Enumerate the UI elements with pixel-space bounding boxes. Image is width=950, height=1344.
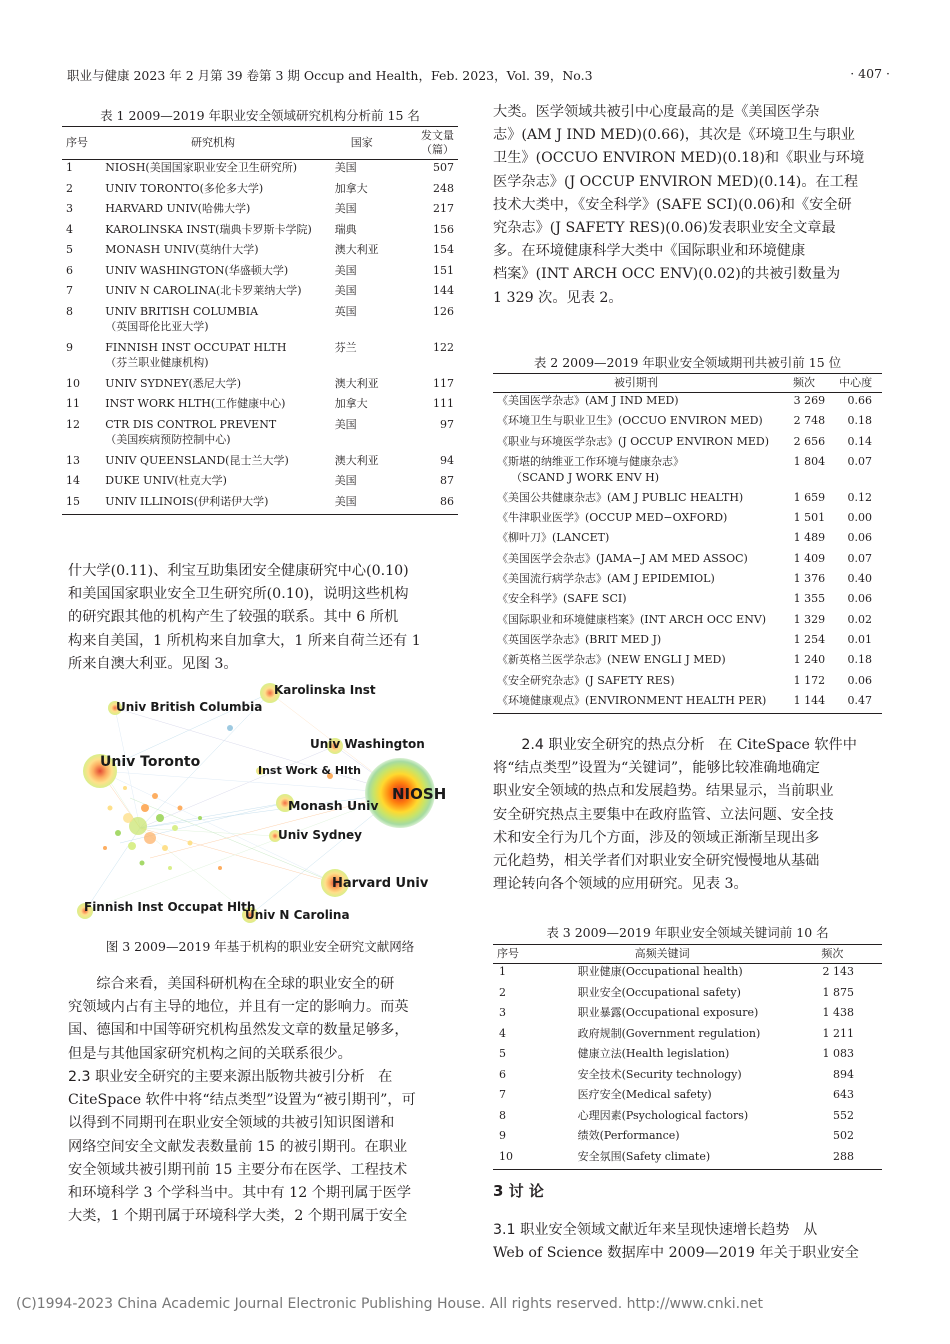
- table-row: [62, 263, 458, 284]
- institution: UNIV ILLINOIS(伊利诺伊大学): [105, 494, 269, 508]
- frequency: 1 376: [793, 572, 826, 586]
- table-row: [493, 612, 882, 632]
- institution: FINNISH INST OCCUPAT HLTH （芬兰职业健康机构): [105, 340, 287, 369]
- centrality: 0.07: [847, 551, 872, 565]
- node-label: Univ N Carolina: [245, 908, 350, 922]
- institution: CTR DIS CONTROL PREVENT （美国疾病预防控制中心): [105, 417, 277, 446]
- text-line: 多。在环境健康科学大类中《国际职业和环境健康: [493, 243, 806, 260]
- row-number: 12: [66, 417, 80, 431]
- table2-caption: 表 2 2009—2019 年职业安全领域期刊共被引前 15 位: [533, 355, 842, 370]
- paper-count: 86: [440, 494, 454, 508]
- journal: 《美国公共健康杂志》(AM J PUBLIC HEALTH): [497, 490, 744, 504]
- text-line: 1 329 次。见表 2。: [493, 289, 623, 306]
- text-line: 将“结点类型”设置为“关键词”，能够比较准确地确定: [493, 760, 820, 777]
- journal: 《美国医学会杂志》(JAMA−J AM MED ASSOC): [497, 551, 748, 565]
- t2-col-journal: 被引期刊: [493, 374, 779, 393]
- table-row: [62, 222, 458, 243]
- keyword-frequency: 894: [833, 1067, 854, 1081]
- row-number: 5: [499, 1047, 506, 1060]
- journal: 《职业与环境医学杂志》(J OCCUP ENVIRON MED): [497, 434, 769, 448]
- text-line: 究杂志》(J SAFETY RES)(0.06)发表职业安全文章最: [493, 220, 836, 237]
- keyword-frequency: 643: [833, 1088, 854, 1101]
- frequency: 1 355: [793, 592, 826, 606]
- paper-count: 94: [440, 453, 454, 467]
- row-number: 7: [499, 1088, 506, 1101]
- paper-count: 144: [433, 284, 454, 297]
- node-label: Univ Washington: [310, 737, 425, 751]
- node-label: Univ Toronto: [100, 754, 201, 770]
- journal: 《环境健康观点》(ENVIRONMENT HEALTH PER): [497, 693, 767, 707]
- section-3-heading: 3 讨 论: [493, 1182, 544, 1200]
- frequency: 1 659: [793, 490, 826, 504]
- country: 加拿大: [334, 397, 368, 410]
- table-row: [62, 453, 458, 474]
- journal: 《美国流行病学杂志》(AM J EPIDEMIOL): [497, 572, 715, 586]
- paper-count: 151: [433, 263, 454, 277]
- table-row: [493, 985, 882, 1006]
- institution: KAROLINSKA INST(瑞典卡罗斯卡学院): [105, 222, 312, 236]
- institution: INST WORK HLTH(工作健康中心): [105, 397, 286, 410]
- text-line: 档案》(INT ARCH OCC ENV)(0.02)的共被引数量为: [493, 266, 841, 283]
- institution: NIOSH(美国国家职业安全卫生研究所): [105, 161, 297, 174]
- table-row: [493, 434, 882, 454]
- keyword: 职业安全(Occupational safety): [577, 985, 741, 999]
- keyword: 安全氛围(Safety climate): [577, 1149, 711, 1163]
- table-row: [493, 1046, 882, 1067]
- table-row: [493, 571, 882, 591]
- table-row: [62, 340, 458, 376]
- keyword: 安全技术(Security technology): [577, 1067, 742, 1081]
- centrality: 0.18: [847, 653, 872, 667]
- row-number: 1: [66, 161, 73, 174]
- table-row: [62, 304, 458, 340]
- country: 澳大利亚: [334, 243, 379, 256]
- text-line: 理论转向各个领域的应用研究。见表 3。: [493, 876, 748, 893]
- table-row: [62, 494, 458, 515]
- table-row: [493, 1087, 882, 1108]
- keyword-frequency: 1 211: [822, 1026, 854, 1040]
- country: 美国: [334, 284, 357, 297]
- node-label: Finnish Inst Occupat Hlth: [84, 900, 256, 914]
- table1-caption: 表 1 2009—2019 年职业安全领域研究机构分析前 15 名: [100, 108, 420, 123]
- institution: UNIV QUEENSLAND(昆士兰大学): [105, 453, 289, 467]
- institution: DUKE UNIV(杜克大学): [105, 474, 227, 487]
- paper-count: 111: [433, 397, 454, 410]
- centrality: 0.66: [847, 394, 872, 407]
- row-number: 10: [499, 1149, 513, 1163]
- text-line: 和美国国家职业安全卫生研究所(0.10)，说明这些机构: [68, 586, 409, 603]
- t1-col-count: 发文量 （篇）: [399, 127, 458, 160]
- row-number: 2: [499, 985, 506, 999]
- row-number: 4: [499, 1026, 506, 1040]
- keyword-frequency: 2 143: [822, 965, 854, 978]
- t2-col-freq: 频次: [779, 374, 829, 393]
- frequency: 1 172: [793, 673, 826, 687]
- table-row: [62, 160, 458, 181]
- t1-col-no: 序号: [62, 127, 101, 160]
- text-line: 网络空间安全文献发表数量前 15 的被引期刊。在职业: [68, 1138, 408, 1155]
- row-number: 8: [499, 1108, 506, 1122]
- row-number: 14: [66, 474, 80, 487]
- table-row: [62, 473, 458, 494]
- row-number: 9: [499, 1129, 506, 1142]
- text-line: Web of Science 数据库中 2009—2019 年关于职业安全: [493, 1245, 859, 1262]
- centrality: 0.02: [847, 612, 872, 626]
- institution: UNIV TORONTO(多伦多大学): [105, 181, 264, 195]
- keyword-frequency: 552: [833, 1108, 854, 1122]
- centrality: 0.40: [847, 572, 872, 586]
- text-line: 医学杂志》(J OCCUP ENVIRON MED)(0.14)。在工程: [493, 173, 859, 190]
- section-3-1: 3.1 职业安全领域文献近年来呈现快速增长趋势 从 Web of Science 数据库中 2009—2019 年关于职业安全: [493, 1219, 885, 1265]
- frequency: 3 269: [793, 394, 826, 407]
- row-number: 15: [66, 494, 80, 508]
- frequency: 1 804: [793, 454, 826, 468]
- paper-count: 217: [433, 202, 454, 215]
- node-label: Univ Sydney: [278, 828, 362, 842]
- centrality: 0.14: [847, 434, 872, 448]
- table-row: [493, 454, 882, 490]
- table-row: [493, 510, 882, 530]
- keyword: 职业健康(Occupational health): [577, 965, 743, 978]
- figure3-caption: 图 3 2009—2019 年基于机构的职业安全研究文献网络: [105, 939, 415, 954]
- institution: HARVARD UNIV(哈佛大学): [105, 202, 251, 215]
- row-number: 4: [66, 222, 73, 236]
- journal: 《环境卫生与职业卫生》(OCCUO ENVIRON MED): [497, 414, 763, 428]
- node-label: Karolinska Inst: [274, 683, 376, 697]
- keyword-frequency: 502: [833, 1129, 854, 1142]
- centrality: 0.07: [847, 454, 872, 468]
- text-line: 国、德国和中国等研究机构虽然发文章的数量足够多，: [68, 1022, 409, 1039]
- journal: 《美国医学杂志》(AM J IND MED): [497, 394, 679, 407]
- table-row: [493, 1067, 882, 1088]
- institution: UNIV N CAROLINA(北卡罗莱纳大学): [105, 284, 302, 297]
- section-2-4-heading: 2.4 职业安全研究的热点分析: [521, 737, 705, 753]
- frequency: 1 254: [793, 632, 826, 646]
- t1-col-country: 国家: [325, 127, 399, 160]
- row-number: 2: [66, 181, 73, 195]
- keyword: 职业暴露(Occupational exposure): [577, 1006, 759, 1019]
- section-2-3: 2.3 职业安全研究的主要来源出版物共被引分析 在 CiteSpace 软件中将“结点类型”设置为“被引期刊”，可 以得到不同期刊在职业安全领域的共被引知识图谱和 网络空间安全文献发表数量前 15 的被引期刊。在职业 安全领域共被引期刊前 15 主要分布在医学、工程技术 和环境科学 3 个学科当中。其中有 12 个期刊属于医学 大类，1 个期刊属于环境科学大类，2 个期刊属于安全: [68, 1066, 458, 1228]
- text-line: 职业安全领域的热点和发展趋势。结果显示，当前职业: [493, 783, 834, 800]
- row-number: 5: [66, 243, 73, 256]
- institution: UNIV WASHINGTON(华盛顿大学): [105, 263, 289, 277]
- text-line: 技术大类中，《安全科学》(SAFE SCI)(0.06)和《安全研: [493, 196, 852, 213]
- table-row: [493, 693, 882, 714]
- table-row: [493, 1026, 882, 1047]
- journal: 《国际职业和环境健康档案》(INT ARCH OCC ENV): [497, 612, 767, 626]
- keyword: 健康立法(Health legislation): [577, 1047, 730, 1060]
- table-row: [493, 1149, 882, 1170]
- text-line: 什大学(0.11)、利宝互助集团安全健康研究中心(0.10): [68, 563, 409, 579]
- t3-col-no: 序号: [493, 945, 542, 964]
- text-line: 以得到不同期刊在职业安全领域的共被引知识图谱和: [68, 1115, 395, 1132]
- centrality: 0.47: [847, 693, 872, 707]
- page-number: · 407 ·: [850, 66, 890, 81]
- paper-count: 126: [433, 304, 454, 318]
- t3-col-keyword: 高频关键词: [542, 945, 783, 964]
- journal: 《柳叶刀》(LANCET): [497, 531, 610, 545]
- keyword: 医疗安全(Medical safety): [577, 1088, 712, 1101]
- keyword-frequency: 1 875: [822, 985, 854, 999]
- centrality: 0.06: [847, 673, 872, 687]
- table-row: [493, 652, 882, 672]
- country: 美国: [334, 417, 357, 431]
- copyright-footer: (C)1994-2023 China Academic Journal Electronic Publishing House. All rights reserved. http://www.cnki.net: [16, 1296, 764, 1312]
- centrality: 0.01: [847, 632, 872, 646]
- paper-count: 87: [440, 474, 454, 487]
- row-number: 7: [66, 284, 73, 297]
- paper-count: 248: [433, 181, 454, 195]
- row-number: 13: [66, 453, 80, 467]
- table3: [493, 944, 882, 1170]
- keyword-frequency: 1 438: [822, 1006, 854, 1019]
- table-row: [62, 417, 458, 453]
- table1: [62, 126, 458, 515]
- text-line: 所来自澳大利亚。见图 3。: [68, 655, 238, 672]
- country: 英国: [334, 304, 357, 318]
- t3-col-freq: 频次: [783, 945, 882, 964]
- section-2-4: 2.4 职业安全研究的热点分析 在 CiteSpace 软件中 将“结点类型”设置为“关键词”，能够比较准确地确定 职业安全领域的热点和发展趋势。结果显示，当前职业 安全研究热点主要集中在政府监管、立法问题、安全技 术和安全行为几个方面，涉及的领域正渐渐呈现出多 元化趋势，相关学者们对职业安全研究慢慢地从基础 理论转向各个领域的应用研究。见表 3。: [493, 734, 885, 896]
- institution: UNIV SYDNEY(悉尼大学): [105, 376, 242, 390]
- paper-count: 97: [440, 417, 454, 431]
- text-line: CiteSpace 软件中将“结点类型”设置为“被引期刊”，可: [68, 1092, 416, 1109]
- table-row: [493, 393, 882, 414]
- text-line: 构来自美国，1 所机构来自加拿大，1 所来自荷兰还有 1: [68, 632, 421, 649]
- text-line: 安全领域共被引期刊前 15 主要分布在医学、工程技术: [68, 1161, 408, 1178]
- institution: MONASH UNIV(莫纳什大学): [105, 243, 259, 256]
- country: 加拿大: [334, 181, 368, 195]
- text-line: 安全研究热点主要集中在政府监管、立法问题、安全技: [493, 806, 834, 823]
- text-line: 的研究跟其他的机构产生了较强的联系。其中 6 所机: [68, 609, 399, 626]
- frequency: 1 489: [793, 531, 826, 545]
- row-number: 6: [66, 263, 73, 277]
- text-line: 志》(AM J IND MED)(0.66)，其次是《环境卫生与职业: [493, 127, 855, 144]
- table-row: [62, 242, 458, 263]
- text-line: 综合来看，美国科研机构在全球的职业安全的研: [96, 976, 395, 992]
- journal: 《安全研究杂志》(J SAFETY RES): [497, 673, 675, 687]
- table-row: [493, 551, 882, 571]
- country: 美国: [334, 161, 357, 174]
- table-row: [62, 283, 458, 304]
- text-line: 大类。医学领域共被引中心度最高的是《美国医学杂: [493, 104, 820, 120]
- t2-col-centrality: 中心度: [829, 374, 882, 393]
- t1-col-inst: 研究机构: [101, 127, 324, 160]
- node-label: Harvard Univ: [332, 876, 429, 891]
- table3-caption: 表 3 2009—2019 年职业安全领域关键词前 10 名: [546, 925, 829, 940]
- centrality: 0.18: [847, 414, 872, 428]
- right-paragraph-1: [493, 101, 885, 310]
- journal: 《斯堪的纳维亚工作环境与健康杂志》 （SCAND J WORK ENV H): [497, 454, 684, 484]
- row-number: 3: [499, 1006, 506, 1019]
- table-row: [493, 964, 882, 985]
- table-row: [62, 376, 458, 397]
- paper-count: 122: [433, 340, 454, 354]
- row-number: 11: [66, 397, 80, 410]
- country: 美国: [334, 263, 357, 277]
- keyword: 政府规制(Government regulation): [577, 1026, 761, 1040]
- centrality: 0.06: [847, 592, 872, 606]
- table-row: [493, 673, 882, 693]
- centrality: 0.00: [847, 511, 872, 525]
- country: 澳大利亚: [334, 453, 379, 467]
- table-row: [62, 201, 458, 222]
- country: 芬兰: [334, 340, 357, 354]
- table-row: [493, 1128, 882, 1149]
- text-line: 但是与其他国家研究机构之间的关联系很少。: [68, 1045, 352, 1062]
- row-number: 3: [66, 202, 73, 215]
- journal: 《新英格兰医学杂志》(NEW ENGLI J MED): [497, 653, 726, 667]
- row-number: 1: [499, 965, 506, 978]
- text-line: 术和安全行为几个方面，涉及的领域正渐渐呈现出多: [493, 829, 820, 846]
- row-number: 10: [66, 376, 80, 390]
- table-row: [493, 591, 882, 611]
- paper-count: 156: [433, 222, 454, 236]
- keyword-frequency: 1 083: [822, 1047, 854, 1060]
- node-label: Univ British Columbia: [116, 700, 263, 714]
- country: 瑞典: [334, 222, 357, 236]
- table-row: [493, 490, 882, 510]
- frequency: 1 329: [793, 612, 826, 626]
- left-paragraph-1: [68, 560, 458, 676]
- node-label: Inst Work & Hlth: [258, 764, 361, 777]
- paper-count: 154: [433, 243, 454, 256]
- text-line: 究领域内占有主导的地位，并且有一定的影响力。而英: [68, 999, 409, 1016]
- row-number: 6: [499, 1067, 506, 1081]
- frequency: 1 409: [793, 551, 826, 565]
- node-label: Monash Univ: [288, 798, 379, 813]
- table-row: [493, 1005, 882, 1026]
- table-row: [493, 530, 882, 550]
- table-row: [493, 632, 882, 652]
- paper-count: 117: [433, 376, 454, 390]
- table-row: [493, 1108, 882, 1129]
- institution: UNIV BRITISH COLUMBIA （英国哥伦比亚大学): [105, 304, 259, 333]
- figure3-network: [70, 668, 455, 930]
- frequency: 1 501: [793, 511, 826, 525]
- country: 美国: [334, 202, 357, 215]
- journal: 《牛津职业医学》(OCCUP MED−OXFORD): [497, 511, 728, 525]
- country: 美国: [334, 494, 357, 508]
- country: 澳大利亚: [334, 376, 379, 390]
- centrality: 0.06: [847, 531, 872, 545]
- section-2-3-heading: 2.3 职业安全研究的主要来源出版物共被引分析: [68, 1069, 365, 1085]
- row-number: 8: [66, 304, 73, 318]
- left-paragraph-2: [68, 973, 458, 1066]
- table-row: [62, 181, 458, 202]
- frequency: 1 144: [793, 693, 826, 707]
- keyword: 心理因素(Psychological factors): [577, 1108, 749, 1122]
- centrality: 0.12: [847, 490, 872, 504]
- frequency: 2 748: [793, 414, 826, 428]
- frequency: 1 240: [793, 653, 826, 667]
- table-row: [493, 413, 882, 433]
- running-head: [67, 66, 890, 86]
- table2: [493, 373, 882, 714]
- table-row: [62, 396, 458, 417]
- text-line: 元化趋势，相关学者们对职业安全研究慢慢地从基础: [493, 853, 820, 870]
- section-3-1-heading: 3.1 职业安全领域文献近年来呈现快速增长趋势: [493, 1222, 790, 1238]
- text-line: 卫生》(OCCUO ENVIRON MED)(0.18)和《职业与环境: [493, 150, 865, 167]
- keyword-frequency: 288: [833, 1149, 854, 1163]
- text-line: 和环境科学 3 个学科当中。其中有 12 个期刊属于医学: [68, 1185, 412, 1202]
- country: 美国: [334, 474, 357, 487]
- journal-citation: 职业与健康 2023 年 2 月第 39 卷第 3 期 Occup and Health，Feb. 2023，Vol. 39，No.3: [67, 68, 593, 83]
- node-label: NIOSH: [392, 785, 447, 803]
- frequency: 2 656: [793, 434, 826, 448]
- journal: 《英国医学杂志》(BRIT MED J): [497, 632, 662, 646]
- row-number: 9: [66, 340, 73, 354]
- text-line: 大类，1 个期刊属于环境科学大类，2 个期刊属于安全: [68, 1208, 408, 1225]
- journal: 《安全科学》(SAFE SCI): [497, 592, 627, 606]
- keyword: 绩效(Performance): [577, 1129, 680, 1142]
- paper-count: 507: [433, 161, 454, 174]
